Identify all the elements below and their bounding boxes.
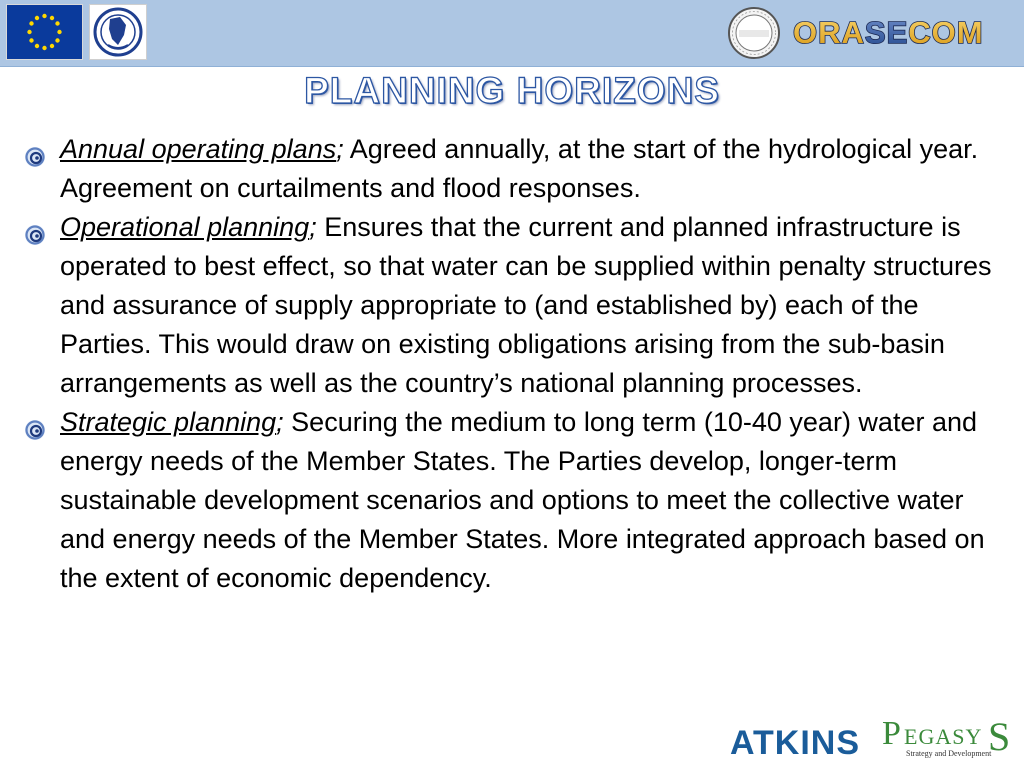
header-band [0,0,1024,67]
bullet-separator: ; [276,407,284,437]
atkins-logo [728,722,874,762]
bullet-text: Ensures that the current and planned infrastructure is operated to best effect, so that water can be supplied within penalty structures and assurance of supply appropriate to (and established by) each of the Parties. This would draw on existing obligations arising from the sub-basin arrangements as well as the country’s national planning processes. [60,212,992,398]
svg-text:ORASECOM: ORASECOM [793,15,984,50]
pegasys-logo [880,714,1018,762]
bullet-separator: ; [336,134,344,164]
svg-text:P: P [882,715,901,752]
svg-text:S: S [988,714,1011,759]
swirl-bullet-icon [24,218,46,240]
swirl-bullet-icon [24,413,46,435]
svg-text:ATKINS: ATKINS [730,724,861,762]
slide-title: PLANNING HORIZONS [304,70,720,111]
sadc-logo-icon [89,4,147,60]
bullet-term: Strategic planning [60,407,277,437]
bullet-list [20,130,1010,598]
bullet-text: Agreed annually, at the start of the hydrological year. Agreement on curtailments and flood responses. [60,134,979,203]
orasecom-wordmark [789,12,1013,52]
bullet-term: Operational planning [60,212,310,242]
orasecom-seal-icon [727,6,781,60]
bullet-term: Annual operating plans [60,134,337,164]
bullet-separator: ; [309,212,317,242]
bullet-item-annual [20,130,1010,208]
svg-text:Strategy and Development: Strategy and Development [906,749,992,758]
bullet-item-operational [20,208,1010,403]
swirl-bullet-icon [24,140,46,162]
bullet-text: Securing the medium to long term (10-40 year) water and energy needs of the Member States. The Parties develop, longer-term sustainable development scenarios and options to meet the collective water and energy needs of the Member States. More integrated approach based on the extent of economic dependency. [60,407,985,593]
svg-text:EGASY: EGASY [904,724,983,749]
eu-stars-icon [7,5,82,59]
bullet-item-strategic [20,403,1010,598]
eu-flag-icon [6,4,83,60]
